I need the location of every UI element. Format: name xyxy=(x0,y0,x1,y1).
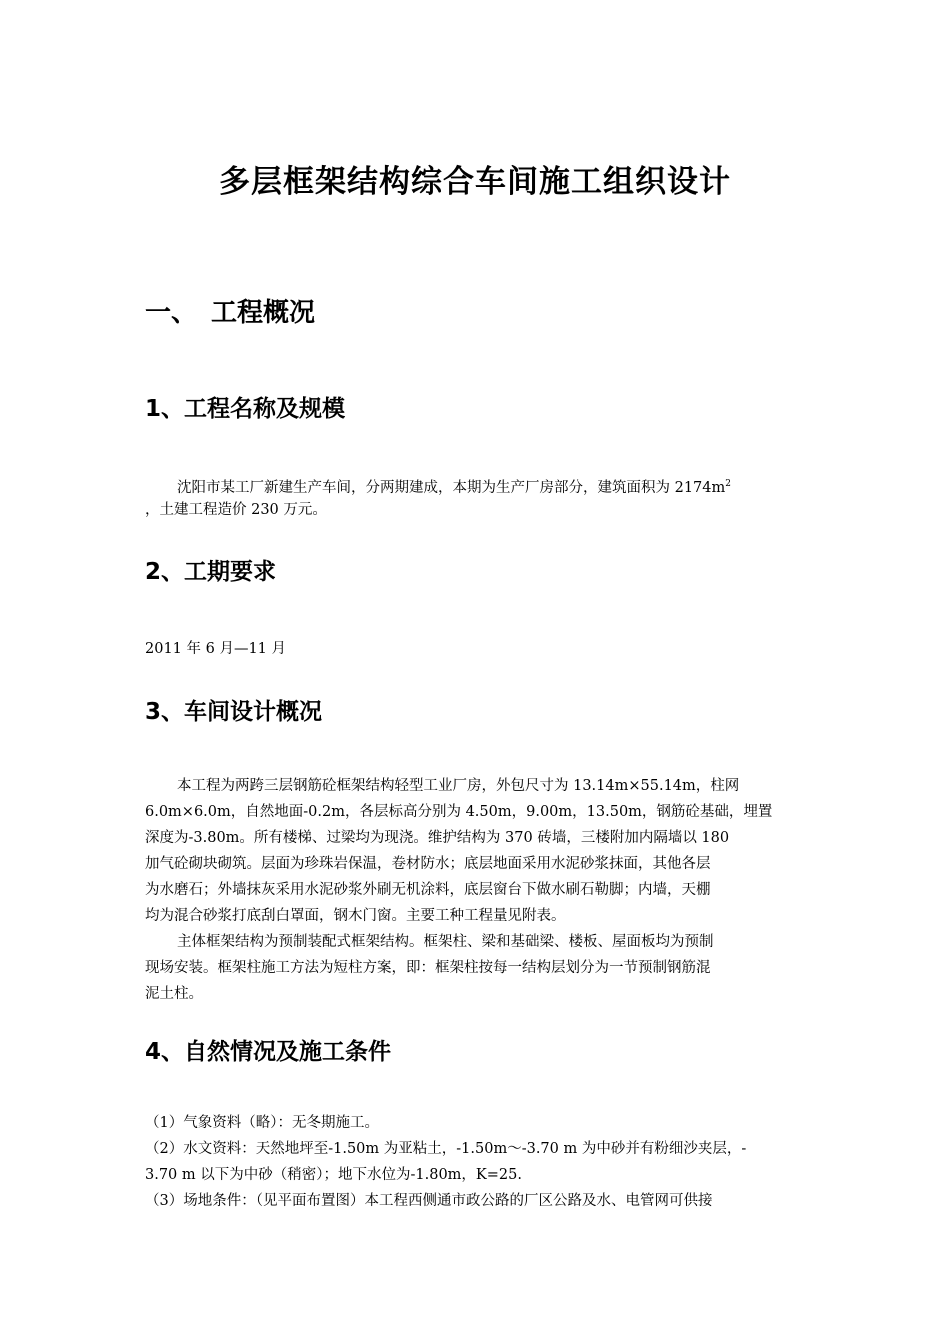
paragraph-line: 泥土柱。 xyxy=(145,986,203,1002)
paragraph-line: 主体框架结构为预制装配式框架结构。框架柱、梁和基础梁、楼板、屋面板均为预制 xyxy=(177,934,714,950)
schedule-text: 2011 年 6 月—11 月 xyxy=(145,641,287,657)
paragraph-line: 本工程为两跨三层钢筋砼框架结构轻型工业厂房，外包尺寸为 13.14m×55.14m，柱网 xyxy=(177,778,740,794)
subsection-heading-schedule: 2、工期要求 xyxy=(145,559,277,585)
paragraph-line: 深度为-3.80m。所有楼梯、过梁均为现浇。维护结构为 370 砖墙，三楼附加内隔墙以 180 xyxy=(145,830,730,846)
list-item: （3）场地条件：（见平面布置图）本工程西侧通市政公路的厂区公路及水、电管网可供接 xyxy=(145,1193,713,1209)
document-title: 多层框架结构综合车间施工组织设计 xyxy=(219,164,731,200)
subsection-heading-name-scale: 1、工程名称及规模 xyxy=(145,396,346,422)
subsection-heading-design: 3、车间设计概况 xyxy=(145,699,323,725)
paragraph-text: 沈阳市某工厂新建生产车间，分两期建成，本期为生产厂房部分，建筑面积为 2174m xyxy=(177,479,726,496)
list-item: （1）气象资料（略）：无冬期施工。 xyxy=(145,1115,379,1131)
list-item: 3.70 m 以下为中砂（稍密）；地下水位为-1.80m，K=25. xyxy=(145,1167,522,1183)
list-item: （2）水文资料：天然地坪至-1.50m 为亚粘土，-1.50m～-3.70 m 为中砂并有粉细沙夹层，- xyxy=(145,1141,747,1157)
section-number: 一、 xyxy=(145,298,198,328)
paragraph-line: ，土建工程造价 230 万元。 xyxy=(145,502,327,518)
paragraph-line: 为水磨石；外墙抹灰采用水泥砂浆外刷无机涂料，底层窗台下做水刷石勒脚；内墙，天棚 xyxy=(145,882,711,898)
subsection-heading-conditions: 4、自然情况及施工条件 xyxy=(145,1039,392,1065)
superscript: 2 xyxy=(725,479,731,489)
paragraph-line: 现场安装。框架柱施工方法为短柱方案，即：框架柱按每一结构层划分为一节预制钢筋混 xyxy=(145,960,711,976)
paragraph-line: 均为混合砂浆打底刮白罩面，钢木门窗。主要工种工程量见附表。 xyxy=(145,908,566,924)
paragraph-line: 加气砼砌块砌筑。层面为珍珠岩保温，卷材防水；底层地面采用水泥砂浆抹面，其他各层 xyxy=(145,856,711,872)
section-heading-overview xyxy=(145,292,315,329)
section-title: 工程概况 xyxy=(211,298,316,328)
paragraph-line: 6.0m×6.0m，自然地面-0.2m，各层标高分别为 4.50m，9.00m，13.50m，钢筋砼基础，埋置 xyxy=(145,804,773,820)
